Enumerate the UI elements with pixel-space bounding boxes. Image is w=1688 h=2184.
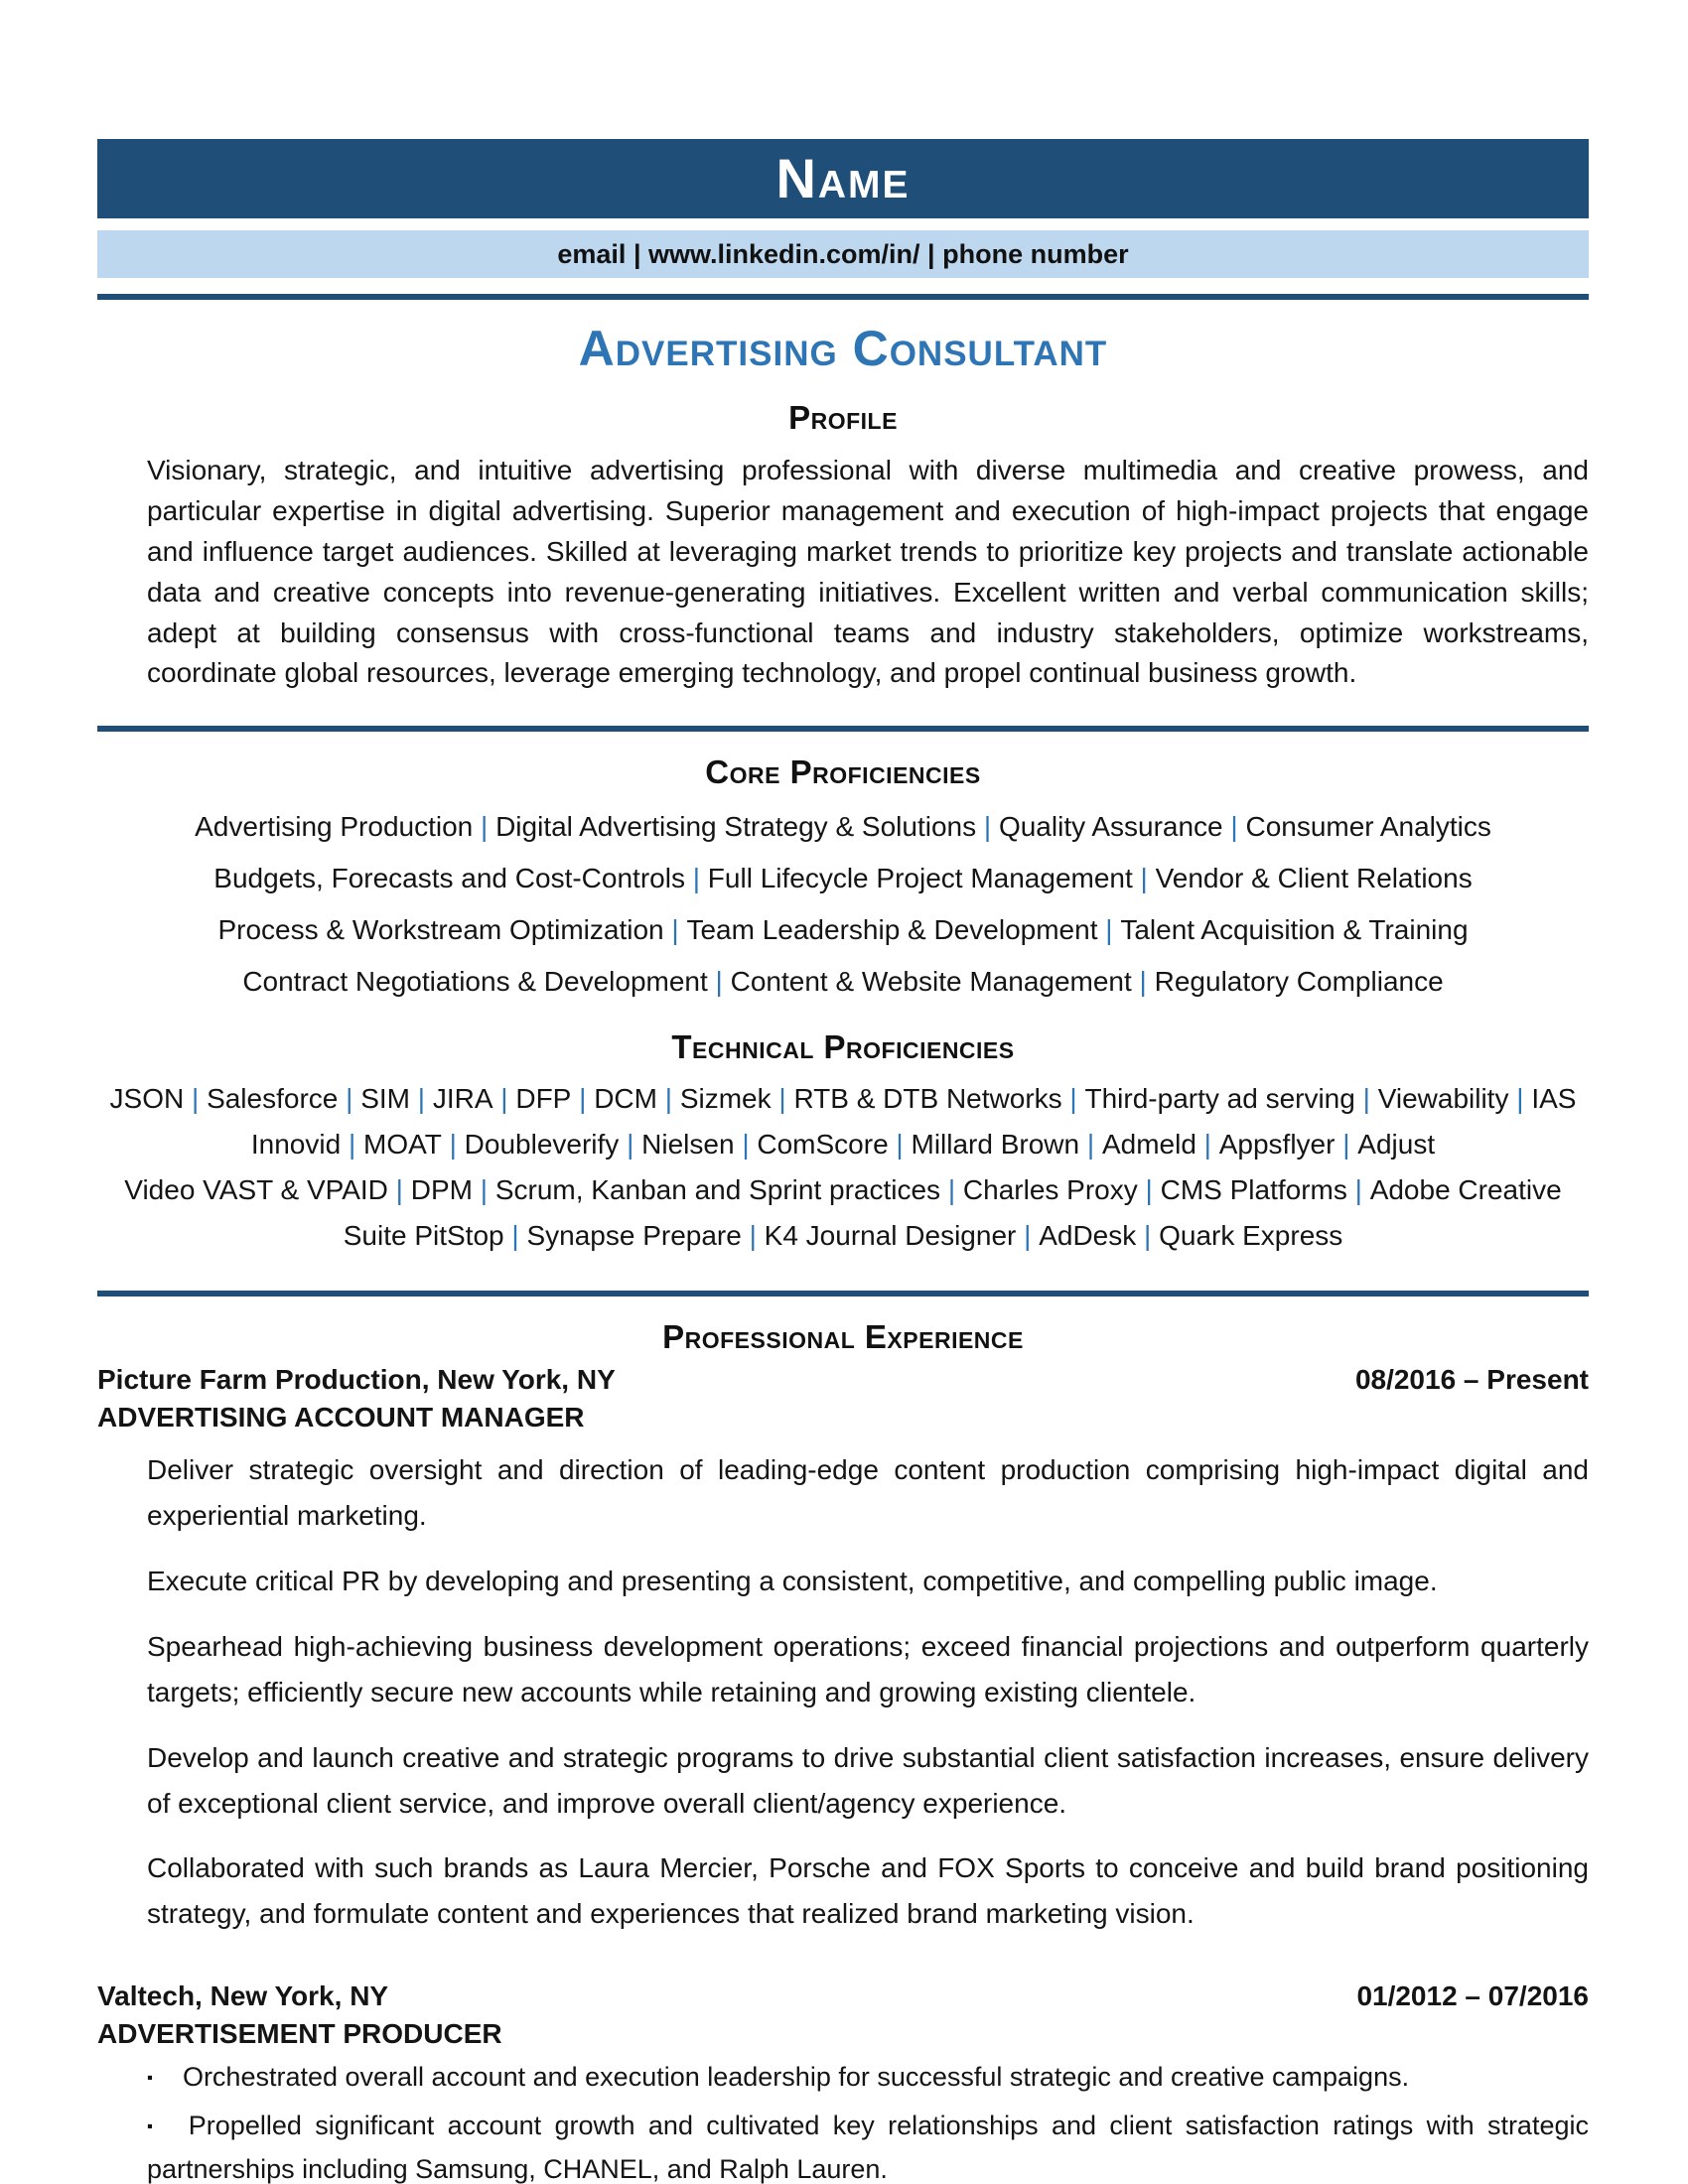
job-description-paragraph: Develop and launch creative and strategic programs to drive substantial client satisfaction increases, ensure delivery of exceptional client service, and improve overall client/agency experience. bbox=[147, 1741, 1589, 1819]
experience-jobs bbox=[97, 1364, 1589, 2184]
proficiency-item: Quark Express bbox=[1159, 1220, 1343, 1252]
proficiency-item: Viewability bbox=[1377, 1083, 1509, 1115]
pipe-separator: | bbox=[663, 913, 687, 945]
proficiency-item: Suite PitStop bbox=[343, 1220, 504, 1252]
proficiency-item: Team Leadership & Development bbox=[686, 913, 1098, 945]
proficiency-item: Third-party ad serving bbox=[1084, 1083, 1355, 1115]
pipe-separator: | bbox=[771, 1083, 794, 1115]
pipe-separator: | bbox=[571, 1083, 595, 1115]
proficiency-item: Millard Brown bbox=[911, 1129, 1080, 1160]
proficiency-item: Process & Workstream Optimization bbox=[217, 913, 664, 945]
proficiency-item: Quality Assurance bbox=[998, 811, 1223, 843]
pipe-separator: | bbox=[976, 811, 999, 843]
pipe-separator: | bbox=[1097, 913, 1121, 945]
profile-summary: Visionary, strategic, and intuitive advertising professional with diverse multimedia and creative prowess, and particular expertise in digital advertising. Superior management and execution of high-impact projects that engage and influence target audiences. Skilled at leveraging market trends to prioritize key projects and translate actionable data and creative concepts into revenue-generating initiatives. Excellent written and verbal communication skills; adept at building consensus with cross-functional teams and industry stakeholders, optimize workstreams, coordinate global resources, leverage emerging technology, and propel continual business growth. bbox=[147, 455, 1589, 689]
pipe-separator: | bbox=[1079, 1129, 1102, 1160]
proficiency-item: Sizmek bbox=[679, 1083, 772, 1115]
proficiency-line bbox=[97, 801, 1589, 853]
proficiency-item: Full Lifecycle Project Management bbox=[707, 863, 1133, 894]
square-bullet-icon: ▪ bbox=[147, 2116, 159, 2136]
candidate-name: Name bbox=[775, 147, 911, 209]
proficiency-item: DCM bbox=[594, 1083, 657, 1115]
pipe-separator: | bbox=[492, 1083, 516, 1115]
proficiency-line bbox=[97, 1167, 1589, 1213]
proficiency-item: Admeld bbox=[1101, 1129, 1196, 1160]
proficiency-item: RTB & DTB Networks bbox=[793, 1083, 1062, 1115]
contact-item: email bbox=[557, 239, 627, 269]
proficiency-item: Content & Website Management bbox=[730, 965, 1132, 997]
job-header bbox=[97, 1364, 1589, 1396]
pipe-separator: | bbox=[472, 1174, 495, 1206]
proficiency-item: Charles Proxy bbox=[962, 1174, 1138, 1206]
section-divider bbox=[97, 726, 1589, 732]
contact-item: phone number bbox=[942, 239, 1129, 269]
pipe-separator: | bbox=[656, 1083, 680, 1115]
proficiency-item: Appsflyer bbox=[1218, 1129, 1336, 1160]
proficiency-item: Synapse Prepare bbox=[526, 1220, 742, 1252]
proficiency-item: CMS Platforms bbox=[1160, 1174, 1347, 1206]
square-bullet-icon: ▪ bbox=[147, 2068, 153, 2088]
technical-proficiencies-list bbox=[97, 1076, 1589, 1259]
pipe-separator: | bbox=[1137, 1174, 1161, 1206]
proficiency-item: DPM bbox=[410, 1174, 473, 1206]
proficiency-item: Contract Negotiations & Development bbox=[242, 965, 708, 997]
pipe-separator: | bbox=[1222, 811, 1246, 843]
proficiency-item: SIM bbox=[360, 1083, 410, 1115]
pipe-separator: | bbox=[1061, 1083, 1085, 1115]
job-company: Picture Farm Production, New York, NY bbox=[97, 1364, 616, 1396]
contact-bar bbox=[97, 230, 1589, 278]
pipe-separator: | bbox=[1136, 1220, 1160, 1252]
proficiency-item: IAS bbox=[1531, 1083, 1577, 1115]
pipe-separator: | bbox=[626, 239, 648, 269]
job-role-title: ADVERTISEMENT PRODUCER bbox=[97, 2018, 502, 2050]
proficiency-item: Nielsen bbox=[641, 1129, 735, 1160]
proficiency-item: JIRA bbox=[432, 1083, 493, 1115]
name-banner bbox=[97, 139, 1589, 218]
pipe-separator: | bbox=[888, 1129, 912, 1160]
proficiency-item: Scrum, Kanban and Sprint practices bbox=[494, 1174, 941, 1206]
pipe-separator: | bbox=[619, 1129, 642, 1160]
proficiency-item: Adjust bbox=[1357, 1129, 1436, 1160]
pipe-separator: | bbox=[441, 1129, 465, 1160]
proficiency-item: Regulatory Compliance bbox=[1154, 965, 1444, 997]
header-divider bbox=[97, 294, 1589, 300]
core-proficiencies-heading: Core Proficiencies bbox=[705, 753, 981, 791]
proficiency-item: MOAT bbox=[363, 1129, 442, 1160]
proficiency-item: Vendor & Client Relations bbox=[1155, 863, 1473, 894]
experience-heading: Professional Experience bbox=[662, 1318, 1024, 1356]
pipe-separator: | bbox=[1196, 1129, 1219, 1160]
pipe-separator: | bbox=[1132, 863, 1156, 894]
pipe-separator: | bbox=[503, 1220, 527, 1252]
pipe-separator: | bbox=[1508, 1083, 1532, 1115]
job-description-paragraph: Execute critical PR by developing and presenting a consistent, competitive, and compelling public image. bbox=[147, 1565, 1438, 1596]
proficiency-item: ComScore bbox=[757, 1129, 889, 1160]
proficiency-item: Adobe Creative bbox=[1369, 1174, 1562, 1206]
pipe-separator: | bbox=[1354, 1083, 1378, 1115]
bullet-item bbox=[97, 2105, 1589, 2184]
pipe-separator: | bbox=[940, 1174, 963, 1206]
job-description-paragraph: Collaborated with such brands as Laura Mercier, Porsche and FOX Sports to conceive and build brand positioning strategy, and formulate content and experiences that realized brand marketing vision. bbox=[147, 1852, 1589, 1930]
contact-item: www.linkedin.com/in/ bbox=[648, 239, 920, 269]
job-dates: 01/2012 – 07/2016 bbox=[1356, 1980, 1589, 2012]
pipe-separator: | bbox=[387, 1174, 411, 1206]
core-proficiencies-list bbox=[97, 801, 1589, 1007]
proficiency-item: JSON bbox=[109, 1083, 185, 1115]
pipe-separator: | bbox=[1335, 1129, 1358, 1160]
job-header bbox=[97, 1980, 1589, 2012]
proficiency-item: Doubleverify bbox=[464, 1129, 620, 1160]
proficiency-item: DFP bbox=[515, 1083, 572, 1115]
proficiency-item: Consumer Analytics bbox=[1245, 811, 1491, 843]
pipe-separator: | bbox=[684, 863, 708, 894]
proficiency-item: AdDesk bbox=[1039, 1220, 1137, 1252]
proficiency-line bbox=[97, 956, 1589, 1008]
technical-proficiencies-heading: Technical Proficiencies bbox=[671, 1028, 1015, 1066]
proficiency-item: Budgets, Forecasts and Cost-Controls bbox=[213, 863, 685, 894]
proficiency-line bbox=[97, 904, 1589, 956]
proficiency-item: Video VAST & VPAID bbox=[124, 1174, 388, 1206]
pipe-separator: | bbox=[919, 239, 943, 269]
section-divider bbox=[97, 1291, 1589, 1297]
proficiency-item: Digital Advertising Strategy & Solutions bbox=[495, 811, 977, 843]
job-entry bbox=[97, 1364, 1589, 1937]
job-entry bbox=[97, 1980, 1589, 2184]
job-role-title: ADVERTISING ACCOUNT MANAGER bbox=[97, 1402, 585, 1433]
profile-heading: Profile bbox=[788, 399, 898, 436]
pipe-separator: | bbox=[1016, 1220, 1040, 1252]
pipe-separator: | bbox=[409, 1083, 433, 1115]
pipe-separator: | bbox=[707, 965, 731, 997]
pipe-separator: | bbox=[734, 1129, 758, 1160]
bullet-item bbox=[97, 2056, 1589, 2099]
proficiency-item: Advertising Production bbox=[195, 811, 474, 843]
pipe-separator: | bbox=[338, 1083, 361, 1115]
proficiency-item: K4 Journal Designer bbox=[764, 1220, 1017, 1252]
pipe-separator: | bbox=[184, 1083, 208, 1115]
proficiency-line bbox=[97, 1122, 1589, 1167]
job-dates: 08/2016 – Present bbox=[1354, 1364, 1589, 1396]
job-description-paragraph: Spearhead high-achieving business development operations; exceed financial projections and outperform quarterly targets; efficiently secure new accounts while retaining and growing existing clientele. bbox=[147, 1630, 1589, 1707]
bullet-text: Propelled significant account growth and cultivated key relationships and client satisfaction ratings with strategic partnerships including Samsung, CHANEL, and Ralph Lauren. bbox=[147, 2111, 1589, 2184]
pipe-separator: | bbox=[1346, 1174, 1370, 1206]
proficiency-item: Salesforce bbox=[207, 1083, 339, 1115]
proficiency-line bbox=[97, 1076, 1589, 1122]
job-description-paragraph: Deliver strategic oversight and direction of leading-edge content production comprising high-impact digital and experiential marketing. bbox=[147, 1454, 1589, 1531]
proficiency-item: Innovid bbox=[250, 1129, 342, 1160]
pipe-separator: | bbox=[341, 1129, 364, 1160]
bullet-text: Orchestrated overall account and execution leadership for successful strategic and creative campaigns. bbox=[182, 2062, 1410, 2093]
proficiency-item: Talent Acquisition & Training bbox=[1120, 913, 1469, 945]
pipe-separator: | bbox=[741, 1220, 765, 1252]
document-title: Advertising Consultant bbox=[578, 321, 1108, 376]
pipe-separator: | bbox=[473, 811, 496, 843]
proficiency-line bbox=[97, 853, 1589, 904]
pipe-separator: | bbox=[1131, 965, 1155, 997]
proficiency-line bbox=[97, 1213, 1589, 1259]
job-company: Valtech, New York, NY bbox=[97, 1980, 389, 2012]
